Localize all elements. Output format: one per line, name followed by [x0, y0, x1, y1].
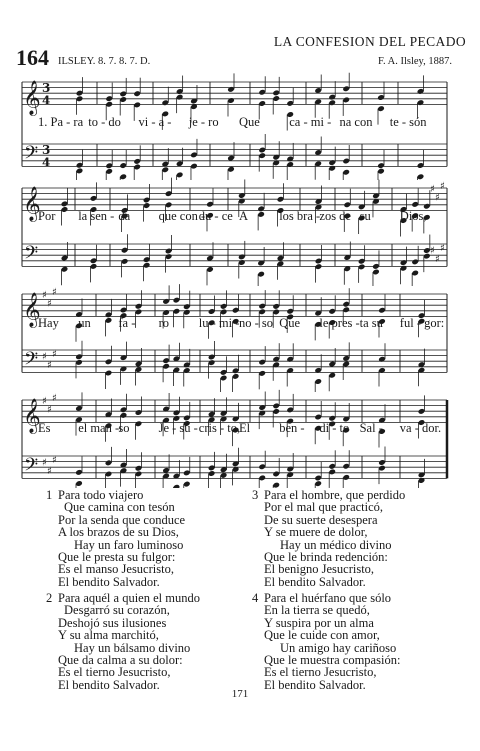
- lyric-syllable: su: [359, 209, 371, 223]
- lyric-syllable: un: [78, 316, 91, 330]
- stanza-line: Que da calma a su dolor:: [58, 653, 183, 668]
- lyric-syllable: el man -: [78, 421, 120, 435]
- lyric-syllable: ta su: [359, 316, 383, 330]
- sharp-sign: ♯: [52, 348, 57, 360]
- stanza-line: Que le presta su fulgor:: [58, 550, 176, 565]
- stanza-line: Y suspira por un alma: [264, 615, 374, 630]
- stanza-line: Que camina con tesón: [64, 500, 175, 515]
- stanza-line: Hay un médico divino: [280, 537, 392, 552]
- lyric-syllable: 1. Pa - ra: [38, 115, 84, 129]
- lyric-syllable: ful - gor:: [399, 316, 445, 330]
- staff-system-2: [22, 178, 447, 286]
- stanza-line: Un amigo hay cariñoso: [280, 640, 397, 655]
- lyric-syllable: da: [118, 209, 131, 223]
- stanza-line: El bendito Salvador.: [264, 574, 366, 589]
- staff-system-1: [22, 73, 447, 180]
- lyric-syllable: ca - mi -: [289, 115, 332, 129]
- lyric-syllable: Dios,: [399, 209, 427, 223]
- sharp-sign: ♯: [435, 254, 440, 265]
- sharp-sign: ♯: [52, 287, 57, 299]
- stanza-number: 2: [46, 591, 53, 605]
- treble-clef: 𝄞: [23, 398, 41, 434]
- bass-clef: 𝄢: [24, 348, 39, 374]
- stanza-line: Por la senda que conduce: [58, 512, 186, 527]
- stanza-line: En la tierra se quedó,: [264, 603, 370, 618]
- lyric-syllable: Je - su -: [158, 421, 198, 435]
- sharp-sign: ♯: [440, 181, 445, 193]
- lyric-syllable: Es: [38, 421, 51, 435]
- stanza-line: Deshojó sus ilusiones: [58, 615, 167, 630]
- lyric-syllable: le pres -: [319, 316, 360, 330]
- treble-clef: 𝄞: [23, 80, 41, 116]
- stanza-number: 4: [252, 591, 259, 605]
- stanza-line: Para el huérfano que sólo: [264, 591, 392, 605]
- lyric-syllable: cris - to,: [198, 421, 241, 435]
- music-system-4: [0, 388, 480, 488]
- lyric-syllable: so: [118, 421, 130, 435]
- stanza-line: Desgarró su corazón,: [64, 603, 170, 618]
- lyric-syllable: Sal -: [359, 421, 383, 435]
- lyric-syllable: te - són: [389, 115, 427, 129]
- lyric-syllable: du - ce: [198, 209, 233, 223]
- time-signature-numerator: 3: [42, 143, 51, 158]
- lyric-syllable: Que: [239, 115, 260, 129]
- staff-system-3: [22, 284, 447, 392]
- stanza-line: Para el hombre, que perdido: [264, 488, 406, 502]
- staff-system-4: [22, 390, 447, 488]
- lyric-syllable: zos de: [319, 209, 351, 223]
- hymn-number: 164: [16, 45, 49, 70]
- sharp-sign: ♯: [52, 393, 57, 405]
- time-signature-numerator: 3: [42, 81, 51, 96]
- lyric-syllable: no - so: [239, 316, 274, 330]
- lyric-syllable: que con -: [158, 209, 206, 223]
- sharp-sign: ♯: [47, 404, 52, 416]
- stanza-line: Y se muere de dolor,: [264, 525, 368, 540]
- sharp-sign: ♯: [435, 192, 440, 204]
- stanza-line: Que le brinda redención:: [264, 550, 388, 565]
- stanza-line: Para aquél a quien el mundo: [58, 591, 200, 605]
- stanza-line: Es el tierno Jesucristo,: [264, 665, 377, 680]
- stanza-line: Por el mal que practicó,: [264, 500, 384, 515]
- lyric-syllable: fa -: [118, 316, 136, 330]
- bass-clef: 𝄢: [24, 454, 39, 480]
- sharp-sign: ♯: [440, 242, 445, 254]
- treble-clef: 𝄞: [23, 292, 41, 328]
- time-signature-denominator: 4: [42, 155, 51, 170]
- stanza-1: [46, 488, 186, 589]
- stanza-line: Que le cuide con amor,: [264, 628, 380, 643]
- stanza-line: El bendito Salvador.: [58, 574, 160, 589]
- music-system-3: [0, 282, 480, 392]
- stanza-line: El bendito Salvador.: [264, 677, 366, 692]
- lyric-syllable: los bra -: [279, 209, 321, 223]
- lyric-syllable: to - do: [88, 115, 121, 129]
- stanza-number: 3: [252, 488, 259, 502]
- page-title: LA CONFESION DEL PECADO: [273, 34, 466, 49]
- stanza-line: Es el manso Jesucristo,: [58, 562, 174, 577]
- sharp-sign: ♯: [52, 454, 57, 466]
- music-system-2: [0, 176, 480, 286]
- lyric-syllable: ro: [158, 316, 170, 330]
- stanza-line: Es el tierno Jesucristo,: [58, 665, 171, 680]
- lyric-syllable: na con: [339, 115, 373, 129]
- stanza-line: Hay un bálsamo divino: [74, 640, 191, 655]
- lyric-syllable: El: [239, 421, 251, 435]
- stanza-number: 1: [46, 488, 53, 502]
- sharp-sign: ♯: [42, 396, 47, 407]
- lyric-syllable: ben -: [279, 421, 305, 435]
- sharp-sign: ♯: [42, 290, 47, 301]
- page-number: 171: [231, 688, 249, 700]
- tune-name: ILSLEY. 8. 7. 8. 7. D.: [58, 56, 151, 67]
- lyric-syllable: va - dor.: [399, 421, 442, 435]
- lyric-syllable: lu - mi -: [198, 316, 240, 330]
- treble-clef: 𝄞: [23, 186, 41, 222]
- sharp-sign: ♯: [42, 351, 47, 363]
- sharp-sign: ♯: [430, 184, 435, 195]
- sharp-sign: ♯: [47, 466, 52, 477]
- time-signature-denominator: 4: [42, 93, 51, 108]
- stanza-3: [252, 488, 406, 589]
- bass-clef: 𝄢: [24, 242, 39, 268]
- stanza-line: El benigno Jesucristo,: [264, 562, 375, 577]
- sharp-sign: ♯: [42, 457, 47, 469]
- stanza-line: El bendito Salvador.: [58, 677, 160, 692]
- lyric-syllable: vi - a -: [138, 115, 172, 129]
- stanza-4: [252, 591, 401, 692]
- sharp-sign: ♯: [47, 298, 52, 310]
- lyric-syllable: la sen -: [78, 209, 115, 223]
- stanza-line: Hay un faro luminoso: [74, 537, 184, 552]
- composer-credit: F. A. Ilsley, 1887.: [377, 56, 452, 67]
- stanza-line: Para todo viajero: [58, 488, 144, 502]
- stanza-line: Que le muestra compasión:: [264, 653, 401, 668]
- lyric-syllable: Hay: [38, 316, 59, 330]
- lyric-syllable: di - to: [319, 421, 350, 435]
- lyric-syllable: Que: [279, 316, 301, 330]
- lyric-syllable: Por: [38, 209, 56, 223]
- stanza-line: A los brazos de su Dios,: [58, 525, 179, 540]
- sharp-sign: ♯: [47, 360, 52, 371]
- bass-clef: 𝄢: [24, 142, 39, 168]
- stanza-line: De su suerte desespera: [264, 512, 378, 527]
- lyric-syllable: je - ro: [188, 115, 219, 129]
- lyric-syllable: A: [239, 209, 249, 223]
- stanza-2: [46, 591, 200, 692]
- sharp-sign: ♯: [430, 245, 435, 257]
- stanza-line: Y su alma marchitó,: [58, 628, 159, 643]
